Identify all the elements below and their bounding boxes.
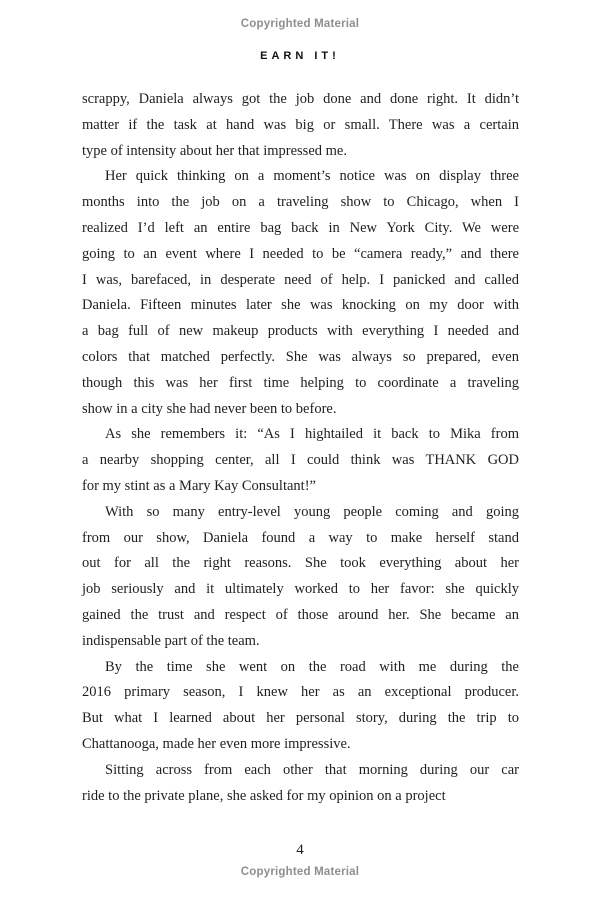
text-line: going to an event where I needed to be “camera ready,” and there — [82, 245, 519, 262]
text-line: a bag full of new makeup products with everything I needed and — [82, 323, 519, 340]
text-line: Sitting across from each other that morning during our car — [105, 761, 519, 778]
text-line: out for all the right reasons. She took everything about her — [82, 555, 519, 572]
text-line: job seriously and it ultimately worked to her favor: she quickly — [82, 581, 519, 598]
paragraph — [82, 422, 519, 499]
text-line: 2016 primary season, I knew her as an exceptional producer. — [82, 684, 519, 701]
paragraph — [82, 87, 519, 164]
body-text — [82, 87, 519, 809]
text-line: realized I’d left an entire bag back in New York City. We were — [82, 219, 519, 236]
copyright-notice-bottom: Copyrighted Material — [240, 866, 360, 878]
text-line: though this was her first time helping to coordinate a traveling — [82, 374, 519, 391]
text-line: Chattanooga, made her even more impressive. — [82, 735, 351, 752]
book-title-header: EARN IT! — [260, 50, 340, 62]
text-line: As she remembers it: “As I hightailed it back to Mika from — [105, 426, 519, 443]
paragraph — [82, 655, 519, 758]
paragraph — [82, 500, 519, 655]
text-line: colors that matched perfectly. She was always so prepared, even — [82, 348, 519, 365]
text-line: gained the trust and respect of those around her. She became an — [82, 606, 519, 623]
copyright-notice-top: Copyrighted Material — [240, 18, 360, 30]
paragraph — [82, 758, 519, 810]
page-number: 4 — [296, 842, 304, 858]
text-line: show in a city she had never been to before. — [82, 400, 337, 417]
text-line: matter if the task at hand was big or small. There was a certain — [82, 116, 519, 133]
text-line: type of intensity about her that impressed me. — [82, 142, 347, 159]
text-line: indispensable part of the team. — [82, 632, 260, 649]
text-line: Her quick thinking on a moment’s notice was on display three — [105, 168, 519, 185]
text-line: With so many entry-level young people coming and going — [105, 503, 519, 520]
text-line: for my stint as a Mary Kay Consultant!” — [82, 477, 316, 494]
text-line: a nearby shopping center, all I could think was THANK GOD — [82, 452, 519, 469]
paragraph — [82, 164, 519, 422]
text-line: Daniela. Fifteen minutes later she was knocking on my door with — [82, 297, 519, 314]
text-line: By the time she went on the road with me during the — [105, 658, 519, 675]
text-line: scrappy, Daniela always got the job done and done right. It didn’t — [82, 91, 519, 107]
text-line: But what I learned about her personal story, during the trip to — [82, 710, 519, 727]
text-line: I was, barefaced, in desperate need of help. I panicked and called — [82, 271, 519, 288]
text-line: ride to the private plane, she asked for my opinion on a project — [82, 787, 446, 804]
text-line: months into the job on a traveling show to Chicago, when I — [82, 194, 519, 211]
text-line: from our show, Daniela found a way to make herself stand — [82, 529, 519, 546]
